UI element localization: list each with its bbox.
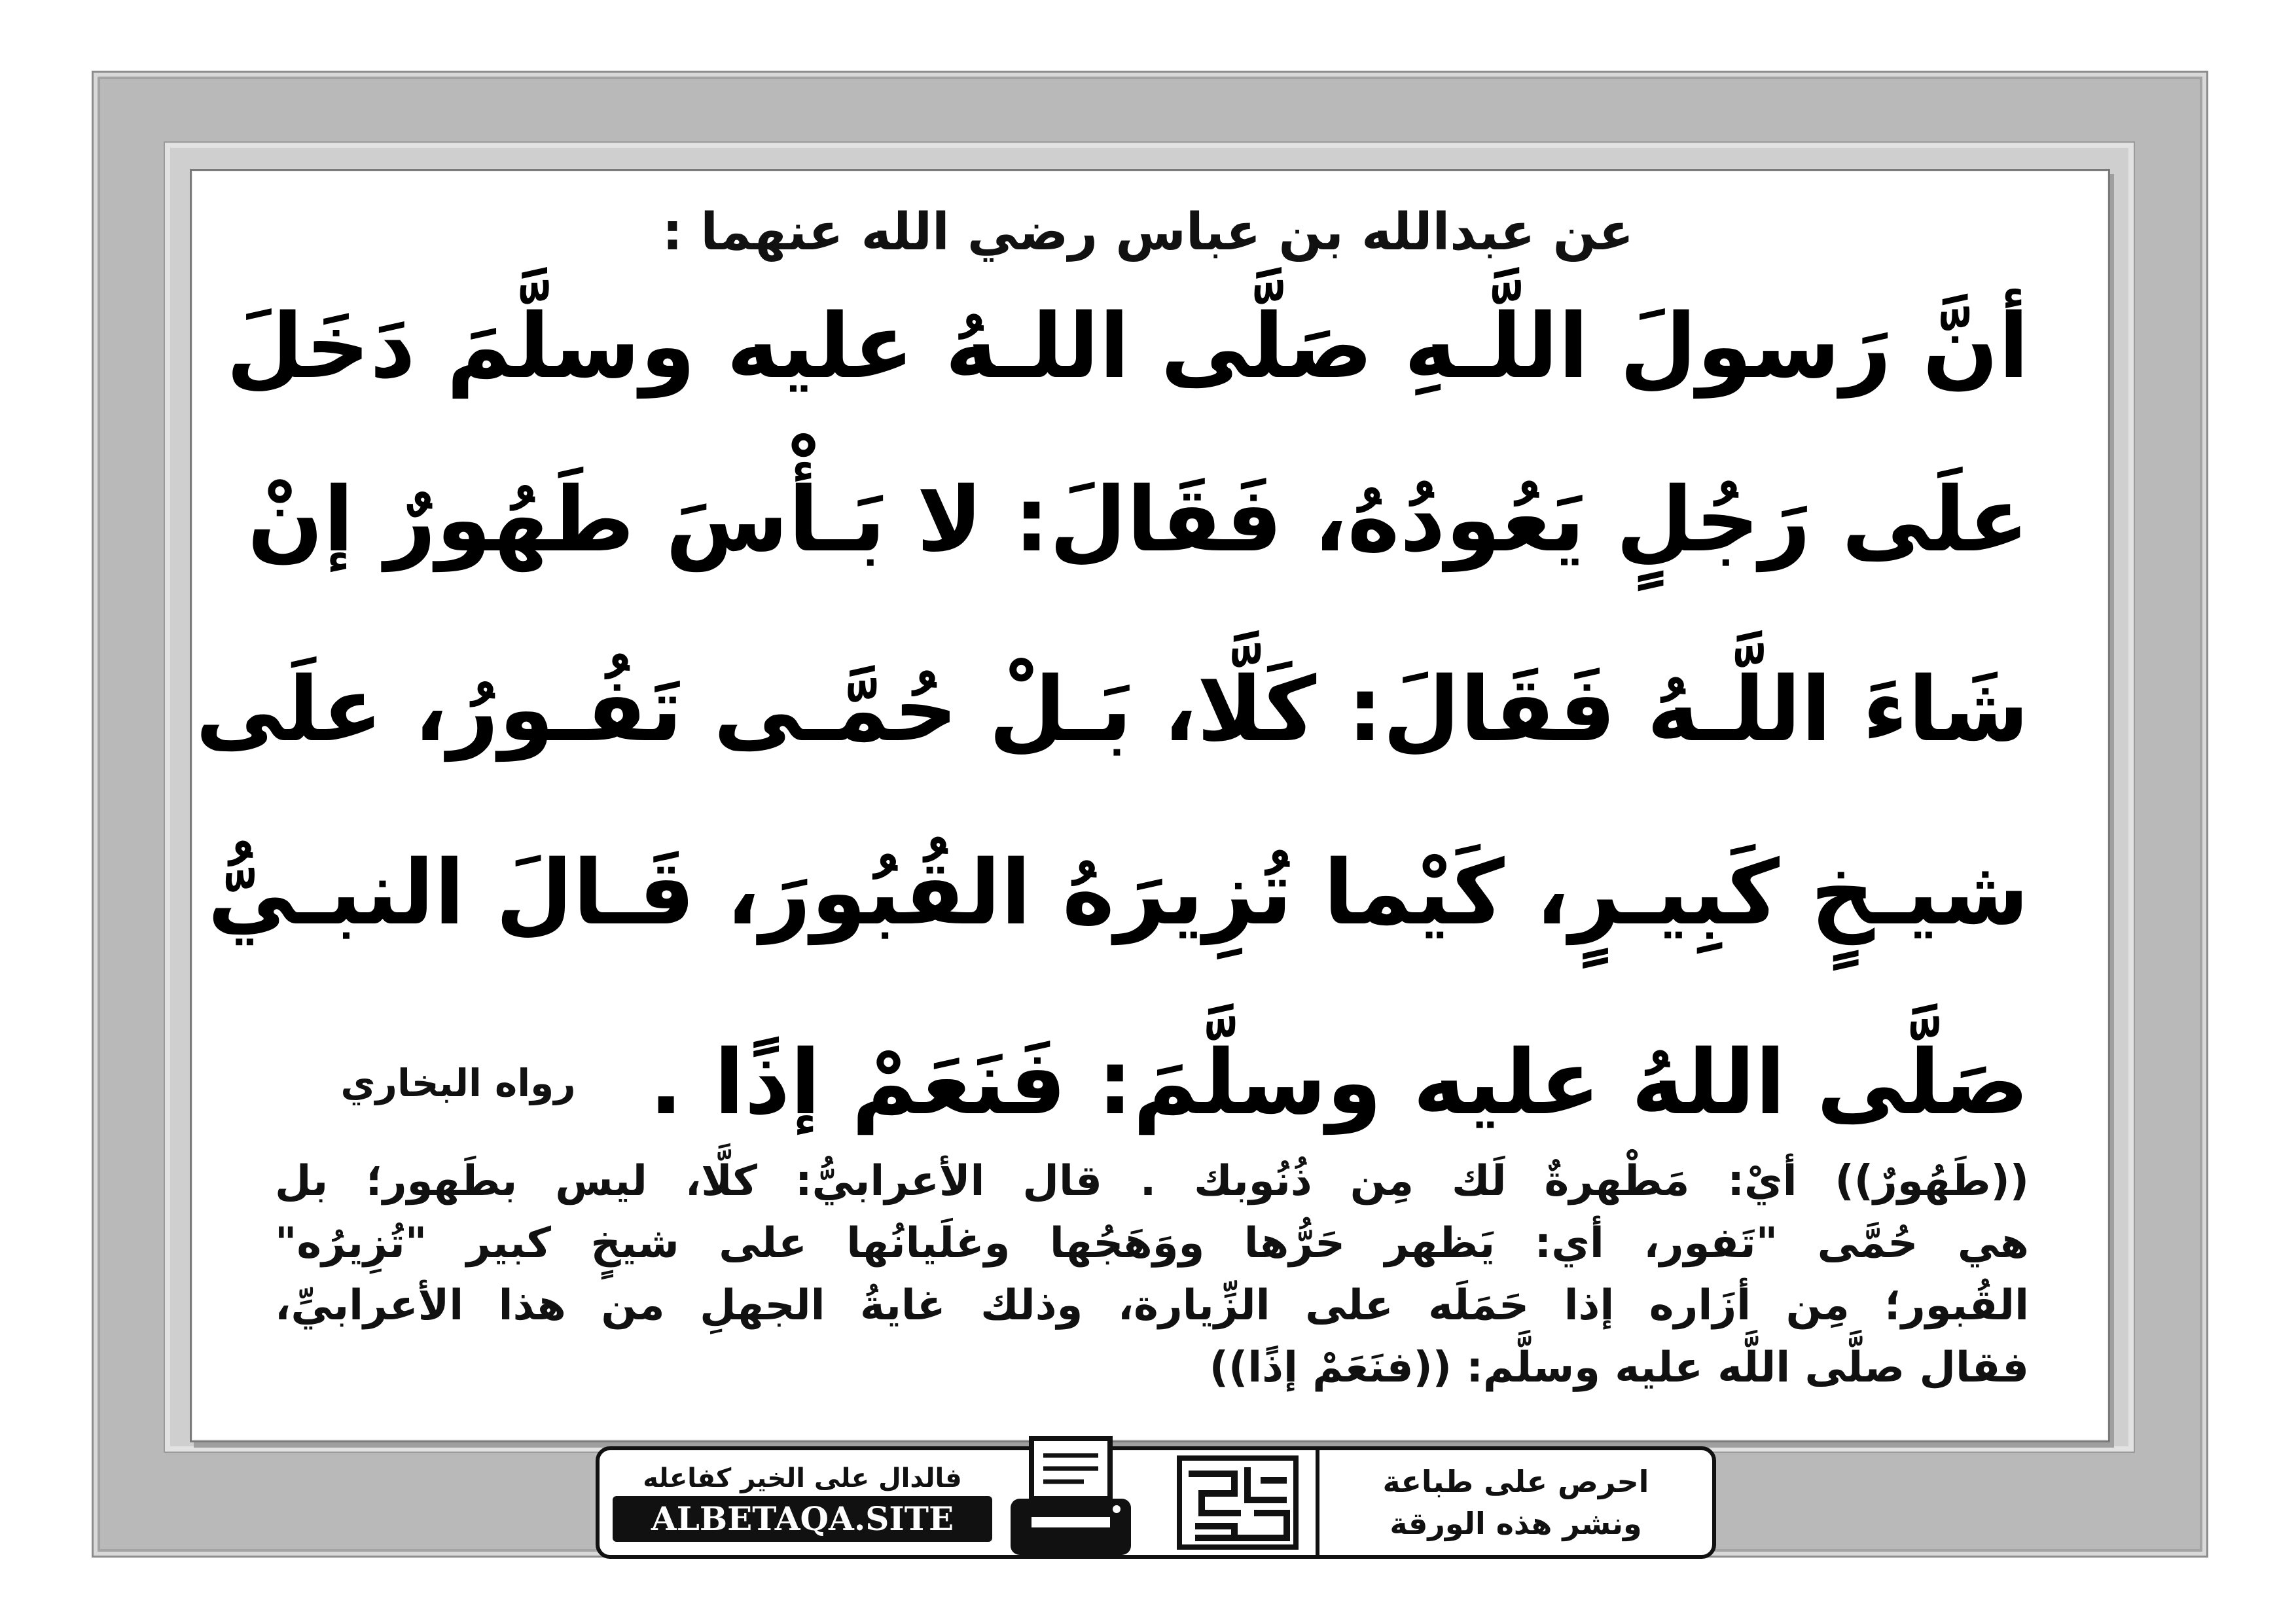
site-link[interactable]: ALBETAQA.SITE [613,1496,992,1542]
explanation-line: القُبور؛ مِن أزَاره إذا حَمَلَه على الزِّيارة، وذلك غايةُ الجهلِ من هذا الأعرابيِّ، [275,1281,2029,1330]
hadith-line: علَى رَجُلٍ يَعُودُهُ، فَقَالَ: لا بَـأْسَ طَهُورٌ إنْ [247,469,2029,572]
footer-motto: فالدال على الخير كفاعله [643,1463,962,1493]
footer-call-to-action [1316,1450,1712,1555]
printer-icon [1005,1436,1136,1560]
explanation-line: هي حُمَّى "تَفور، أي: يَظهر حَرُّها ووَهَجُها وغلَيانُها على شيخٍ كبير "تُزِيرُه" [275,1219,2029,1268]
hadith-line: شيـخٍ كَبِيـرٍ، كَيْما تُزِيرَهُ القُبُورَ، قَـالَ النبـيُّ [207,842,2029,945]
hadith-intro: عن عبدالله بن عباس رضي الله عنهما : [662,203,1634,262]
footer-banner [596,1446,1716,1559]
footer-site-block [600,1450,1005,1555]
footer-cta-line: ونشر هذه الورقة [1390,1506,1642,1541]
hadith-line: شَاءَ اللَّـهُ فَقَالَ: كَلَّا، بَـلْ حُمَّـى تَفُـورُ، علَى [195,658,2029,762]
hadith-line: صَلَّى اللهُ عليه وسلَّمَ: فَنَعَمْ إذًا . [649,1031,2029,1135]
hadith-line: أنَّ رَسولَ اللَّـهِ صَلَّى اللـهُ عليه وسلَّمَ دَخَلَ [226,295,2029,399]
footer-cta-line: احرص على طباعة [1382,1464,1649,1499]
logo-icon [1175,1454,1300,1551]
explanation-line: فقال صلَّى اللَّه عليه وسلَّم: ((فنَعَمْ إذًا)) [1209,1344,2029,1392]
narrator-attribution: رواه البخاري [340,1061,576,1105]
explanation-line: ((طَهُورٌ)) أيْ: مَطْهرةٌ لَك مِن ذُنُوبك . قال الأعرابيُّ: كلَّا، ليس بطَهور؛ بل [275,1157,2029,1205]
